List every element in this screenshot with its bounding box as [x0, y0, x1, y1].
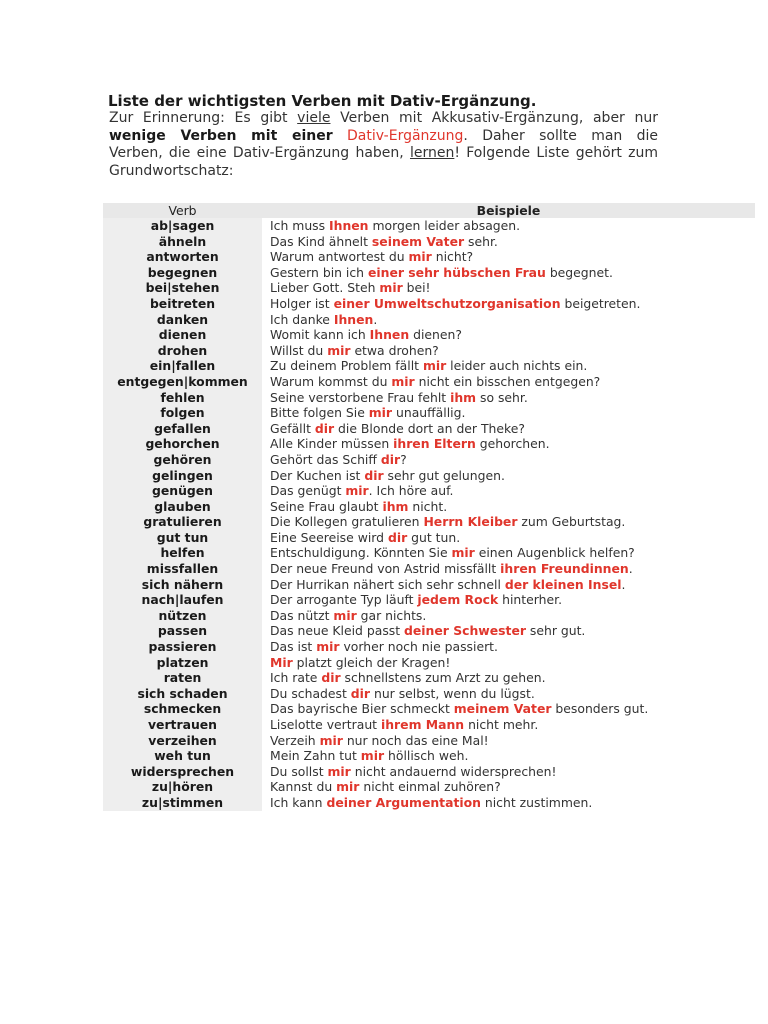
verb-cell: danken [103, 312, 262, 328]
dative-object: mir [422, 358, 447, 374]
dative-object: ihren Eltern [393, 436, 476, 452]
example-text: nicht einmal zuhören? [359, 779, 501, 795]
example-text: höllisch weh. [384, 748, 469, 764]
example-text: vorher noch nie passiert. [339, 639, 498, 655]
example-text: begegnet. [545, 264, 613, 280]
table-row [103, 218, 755, 234]
example-text: nicht ein bisschen entgegen? [414, 373, 601, 389]
example-text: die Blonde dort an der Theke? [334, 420, 525, 436]
table-row [103, 483, 755, 499]
table-row [103, 234, 755, 250]
example-cell [268, 764, 755, 780]
table-row [103, 764, 755, 780]
example-text: nicht andauernd widersprechen! [350, 763, 557, 779]
dative-object: dir [364, 467, 384, 483]
verb-cell: glauben [103, 499, 262, 515]
example-text: so sehr. [476, 389, 528, 405]
verb-cell: sich nähern [103, 577, 262, 593]
verb-cell: folgen [103, 405, 262, 421]
dative-object: meinem Vater [453, 701, 552, 717]
table-row [103, 577, 755, 593]
dative-object: der kleinen Insel [504, 576, 622, 592]
dative-object: einer Umweltschutzorganisation [333, 295, 561, 311]
example-text: Das Kind ähnelt [270, 233, 372, 249]
example-cell [268, 530, 755, 546]
intro-line-2: wenige Verben mit einer Dativ-Ergänzung. Daher sollte man die [109, 127, 659, 144]
example-text: hinterher. [498, 592, 563, 608]
dative-object: deiner Argumentation [326, 794, 481, 810]
verb-cell: ein|fallen [103, 358, 262, 374]
example-cell [268, 701, 755, 717]
example-text: Gehört das Schiff [270, 451, 381, 467]
table-row [103, 530, 755, 546]
dative-object: dir [314, 420, 335, 436]
example-cell [268, 234, 755, 250]
example-text: Du schadest [270, 685, 351, 701]
example-text: Seine verstorbene Frau fehlt [270, 389, 451, 405]
dative-object: mir [408, 249, 432, 265]
example-text: sehr gut. [525, 623, 586, 639]
example-text: Lieber Gott. Steh [270, 280, 380, 296]
verb-cell: fehlen [103, 390, 262, 406]
example-text: . [373, 311, 378, 327]
verb-cell: zu|stimmen [103, 795, 262, 811]
table-header-row [103, 203, 755, 218]
example-text: Warum kommst du [270, 373, 392, 389]
example-cell [268, 312, 755, 328]
table-row [103, 795, 755, 811]
page-title: Liste der wichtigsten Verben mit Dativ-Ergänzung. [108, 92, 537, 110]
example-cell [268, 249, 755, 265]
verb-cell: missfallen [103, 561, 262, 577]
dative-object: mir [391, 373, 415, 389]
example-cell [268, 265, 755, 281]
example-text: Warum antwortest du [270, 249, 409, 265]
dative-object: dir [350, 685, 371, 701]
example-text: Ich kann [270, 794, 327, 810]
table-row [103, 545, 755, 561]
example-text: Ich rate [270, 670, 322, 686]
table-row [103, 265, 755, 281]
table-row [103, 608, 755, 624]
table-row [103, 670, 755, 686]
intro-line-4: Grundwortschatz: [109, 162, 234, 179]
example-text: Holger ist [270, 295, 334, 311]
dative-object: jedem Rock [417, 592, 499, 608]
dative-object: dir [380, 451, 401, 467]
example-text: . [628, 561, 633, 577]
example-text: Der neue Freund von Astrid missfällt [270, 561, 501, 577]
dative-object: mir [345, 483, 369, 499]
underlined-word-viele: viele [297, 110, 331, 126]
verb-cell: dienen [103, 327, 262, 343]
verb-cell: nach|laufen [103, 592, 262, 608]
verb-cell: ähneln [103, 234, 262, 250]
example-text: dienen? [409, 327, 462, 343]
example-text: Alle Kinder müssen [270, 436, 394, 452]
example-text: nicht. [408, 498, 448, 514]
dative-object: mir [327, 763, 351, 779]
dative-object: einer sehr hübschen Frau [367, 264, 546, 280]
example-cell [268, 545, 755, 561]
verb-cell: widersprechen [103, 764, 262, 780]
dative-object: Herrn Kleiber [423, 514, 518, 530]
example-text: sehr gut gelungen. [383, 467, 505, 483]
example-text: Mein Zahn tut [270, 748, 361, 764]
verb-cell: nützen [103, 608, 262, 624]
table-row [103, 312, 755, 328]
example-text: Der Hurrikan nähert sich sehr schnell [270, 576, 505, 592]
dative-object: mir [333, 607, 357, 623]
table-row [103, 779, 755, 795]
example-cell [268, 218, 755, 234]
example-text: Gestern bin ich [270, 264, 368, 280]
dative-object: deiner Schwester [404, 623, 526, 639]
example-text: Das ist [270, 639, 317, 655]
example-cell [268, 280, 755, 296]
example-text: Das neue Kleid passt [270, 623, 405, 639]
verb-cell: drohen [103, 343, 262, 359]
example-cell [268, 748, 755, 764]
dative-object: seinem Vater [371, 233, 465, 249]
example-text: nur selbst, wenn du lügst. [370, 685, 535, 701]
verb-table [103, 203, 755, 811]
dative-object: mir [319, 732, 343, 748]
example-text: Kannst du [270, 779, 337, 795]
example-cell [268, 577, 755, 593]
verb-cell: genügen [103, 483, 262, 499]
verb-cell: platzen [103, 655, 262, 671]
example-cell [268, 561, 755, 577]
table-row [103, 436, 755, 452]
example-text: Bitte folgen Sie [270, 405, 369, 421]
dative-object: Ihnen [333, 311, 374, 327]
verb-cell: gut tun [103, 530, 262, 546]
dative-object: ihm [450, 389, 477, 405]
example-cell [268, 779, 755, 795]
header-verb: Verb [103, 203, 262, 218]
example-text: . [621, 576, 626, 592]
table-row [103, 421, 755, 437]
example-text: Verzeih [270, 732, 320, 748]
example-cell [268, 592, 755, 608]
table-row [103, 374, 755, 390]
dative-object: mir [360, 748, 385, 764]
example-text: sehr. [464, 233, 498, 249]
table-row [103, 358, 755, 374]
verb-cell: passen [103, 623, 262, 639]
example-cell [268, 358, 755, 374]
verb-cell: beitreten [103, 296, 262, 312]
example-text: Gefällt [270, 420, 315, 436]
table-row [103, 390, 755, 406]
example-text: nicht mehr. [464, 717, 539, 732]
verb-cell: zu|hören [103, 779, 262, 795]
table-row [103, 249, 755, 265]
dative-object: mir [451, 545, 475, 561]
verb-cell: vertrauen [103, 717, 262, 733]
example-text: beigetreten. [560, 295, 641, 311]
dative-object: dir [387, 529, 408, 545]
table-row [103, 405, 755, 421]
example-cell [268, 639, 755, 655]
verb-cell: bei|stehen [103, 280, 262, 296]
intro-paragraph [109, 110, 658, 180]
example-cell [268, 717, 755, 733]
verb-cell: entgegen|kommen [103, 374, 262, 390]
example-text: Seine Frau glaubt [270, 498, 383, 514]
example-text: gar nichts. [356, 607, 427, 623]
example-text: gut tun. [407, 529, 461, 545]
intro-line-3: Verben, die eine Dativ-Ergänzung haben, lernen! Folgende Liste gehört zum [109, 145, 658, 161]
example-cell [268, 436, 755, 452]
verb-cell: antworten [103, 249, 262, 265]
example-text: Eine Seereise wird [270, 529, 388, 545]
example-cell [268, 421, 755, 437]
table-row [103, 561, 755, 577]
example-cell [268, 686, 755, 702]
example-cell [268, 670, 755, 686]
table-row [103, 686, 755, 702]
table-row [103, 280, 755, 296]
verb-cell: gelingen [103, 468, 262, 484]
intro-line-1: Zur Erinnerung: Es gibt viele Verben mit Akkusativ-Ergänzung, aber nur [109, 110, 658, 126]
dative-object: mir [368, 405, 393, 421]
table-row [103, 655, 755, 671]
example-cell [268, 390, 755, 406]
example-text: nicht zustimmen. [480, 794, 593, 810]
example-cell [268, 483, 755, 499]
example-text: einen Augenblick helfen? [474, 545, 635, 561]
example-cell [268, 327, 755, 343]
verb-cell: gehorchen [103, 436, 262, 452]
example-text: Liselotte vertraut [270, 717, 381, 732]
verb-cell: begegnen [103, 265, 262, 281]
example-cell [268, 655, 755, 671]
verb-cell: sich schaden [103, 686, 262, 702]
verb-cell: raten [103, 670, 262, 686]
table-row [103, 452, 755, 468]
example-cell [268, 623, 755, 639]
highlight-dativ-ergaenzung: Dativ-Ergänzung [347, 127, 464, 144]
example-text: nur noch das eine Mal! [342, 732, 489, 748]
dative-object: dir [321, 670, 341, 686]
example-text: leider auch nichts ein. [446, 358, 588, 374]
example-text: morgen leider absagen. [368, 218, 521, 233]
example-cell [268, 452, 755, 468]
example-text: Willst du [270, 342, 328, 358]
example-text: Der Kuchen ist [270, 467, 365, 483]
dative-object: mir [327, 342, 351, 358]
example-text: ? [400, 451, 407, 467]
example-text: Du sollst [270, 763, 328, 779]
example-text: Das genügt [270, 483, 346, 499]
example-text: nicht? [431, 249, 474, 265]
table-row [103, 639, 755, 655]
example-text: unauffällig. [392, 405, 466, 421]
verb-cell: gratulieren [103, 514, 262, 530]
table-body [103, 218, 755, 811]
table-row [103, 717, 755, 733]
example-cell [268, 296, 755, 312]
example-cell [268, 468, 755, 484]
example-text: Die Kollegen gratulieren [270, 514, 424, 530]
table-row [103, 468, 755, 484]
table-row [103, 327, 755, 343]
verb-cell: passieren [103, 639, 262, 655]
bold-phrase: wenige Verben mit einer [109, 127, 333, 144]
example-cell [268, 499, 755, 515]
example-cell [268, 343, 755, 359]
dative-object: Ihnen [329, 218, 369, 233]
example-text: Das nützt [270, 607, 334, 623]
dative-object: ihrem Mann [380, 717, 465, 732]
table-row [103, 343, 755, 359]
dative-object: Ihnen [369, 327, 410, 343]
dative-object: mir [316, 639, 340, 655]
table-row [103, 733, 755, 749]
verb-cell: ab|sagen [103, 218, 262, 234]
example-text: bei! [402, 280, 431, 296]
header-examples: Beispiele [262, 203, 755, 218]
table-row [103, 296, 755, 312]
verb-cell: weh tun [103, 748, 262, 764]
verb-cell: gefallen [103, 421, 262, 437]
dative-object: mir [336, 779, 360, 795]
dative-object: ihren Freundinnen [500, 561, 629, 577]
table-row [103, 592, 755, 608]
dative-object: ihm [382, 498, 409, 514]
example-text: Womit kann ich [270, 327, 370, 343]
dative-object: Mir [270, 654, 293, 670]
verb-cell: schmecken [103, 701, 262, 717]
underlined-word-lernen: lernen [409, 145, 455, 161]
example-text: gehorchen. [475, 436, 550, 452]
example-text: etwa drohen? [350, 342, 439, 358]
example-text: Ich danke [270, 311, 334, 327]
verb-cell: gehören [103, 452, 262, 468]
example-text: Zu deinem Problem fällt [270, 358, 423, 374]
verb-cell: verzeihen [103, 733, 262, 749]
dative-object: mir [379, 280, 403, 296]
table-row [103, 514, 755, 530]
example-text: schnellstens zum Arzt zu gehen. [340, 670, 546, 686]
example-text: . Ich höre auf. [368, 483, 454, 499]
example-text: Ich muss [270, 218, 330, 233]
example-cell [268, 733, 755, 749]
example-cell [268, 795, 755, 811]
example-text: Das bayrische Bier schmeckt [270, 701, 454, 717]
table-row [103, 701, 755, 717]
example-text: besonders gut. [551, 701, 649, 717]
example-text: Entschuldigung. Könnten Sie [270, 545, 452, 561]
example-text: zum Geburtstag. [517, 514, 626, 530]
verb-cell: helfen [103, 545, 262, 561]
example-text: platzt gleich der Kragen! [292, 654, 451, 670]
example-cell [268, 514, 755, 530]
example-cell [268, 405, 755, 421]
example-cell [268, 608, 755, 624]
table-row [103, 623, 755, 639]
table-row [103, 499, 755, 515]
example-cell [268, 374, 755, 390]
table-row [103, 748, 755, 764]
example-text: Der arrogante Typ läuft [270, 592, 418, 608]
